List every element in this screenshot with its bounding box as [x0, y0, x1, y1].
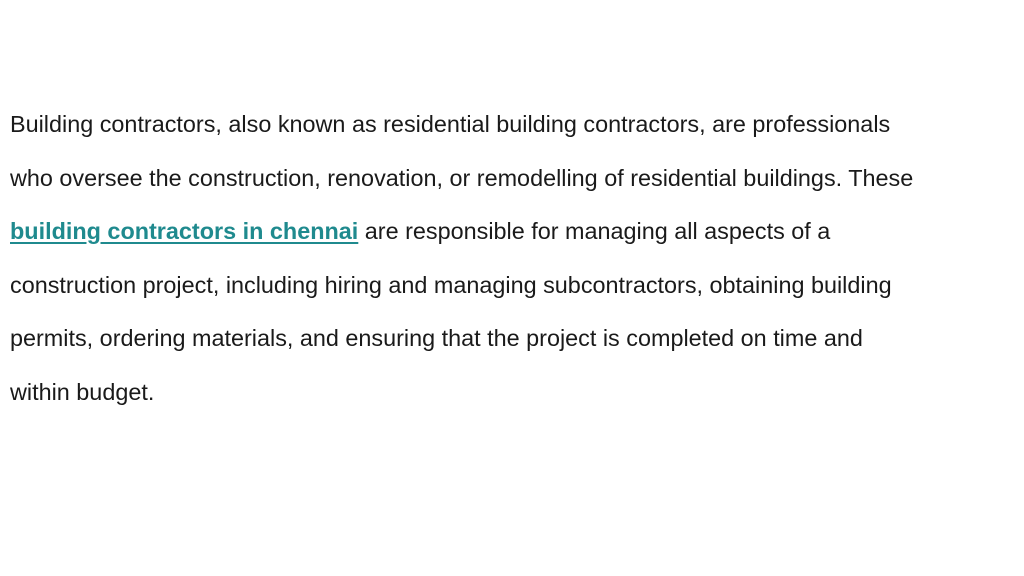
body-paragraph [10, 98, 1015, 419]
paragraph-line-2: who oversee the construction, renovation, or remodelling of residential buildings. These [10, 164, 914, 191]
paragraph-line-5: permits, ordering materials, and ensuring that the project is completed on time and [10, 325, 863, 351]
paragraph-line-3-text: are responsible for managing all aspects of a [358, 218, 831, 244]
paragraph-line-1: Building contractors, also known as residential building contractors, are professionals [10, 111, 891, 137]
paragraph-line-6: within budget. [10, 378, 155, 405]
paragraph-line-3 [10, 205, 1015, 259]
paragraph-line-4: construction project, including hiring and managing subcontractors, obtaining building [10, 271, 892, 298]
building-contractors-link[interactable]: building contractors in chennai [10, 218, 359, 244]
